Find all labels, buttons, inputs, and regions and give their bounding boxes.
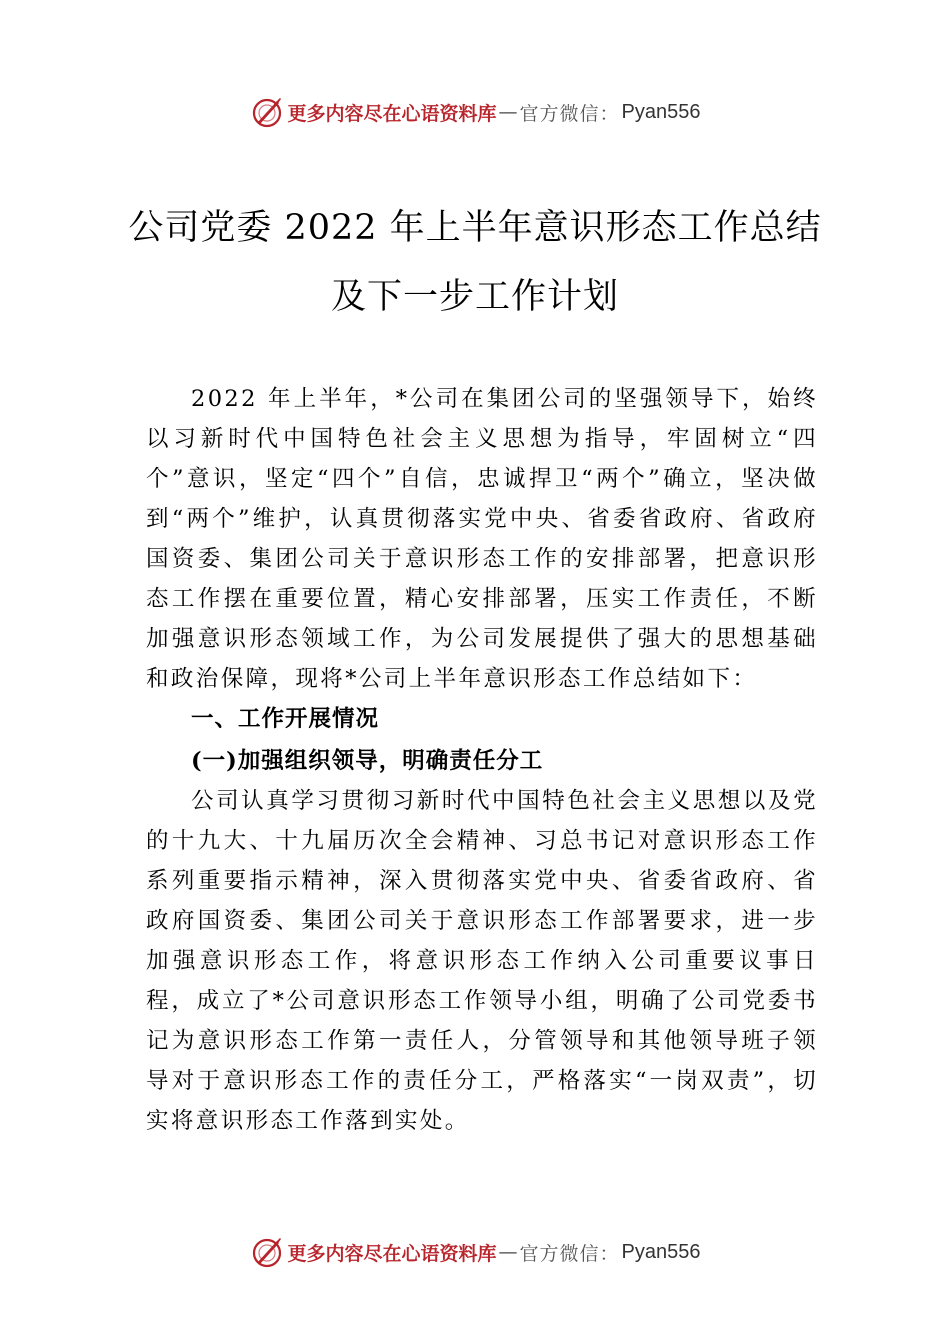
- separator-dash: —: [498, 101, 518, 123]
- document-body: [146, 379, 818, 1141]
- subsection-paragraph: 公司认真学习贯彻习新时代中国特色社会主义思想以及党的十九大、十九届历次全会精神、习总书记对意识形态工作系列重要指示精神，深入贯彻落实党中央、省委省政府、省政府国资委、集团公司关于意识形态工作部署要求，进一步加强意识形态工作，将意识形态工作纳入公司重要议事日程，成立了*公司意识形态工作领导小组，明确了公司党委书记为意识形态工作第一责任人，分管领导和其他领导班子领导对于意识形态工作的责任分工，严格落实“一岗双责”，切实将意识形态工作落到实处。: [146, 788, 818, 1134]
- header-watermark: [0, 92, 950, 132]
- quill-pen-logo-icon: [250, 1235, 284, 1269]
- intro-paragraph: 2022 年上半年，*公司在集团公司的坚强领导下，始终以习新时代中国特色社会主义思想为指导，牢固树立“四个”意识，坚定“四个”自信，忠诚捍卫“两个”确立，坚决做到“两个”维护，认真贯彻落实党中央、省委省政府、省政府国资委、集团公司关于意识形态工作的安排部署，把意识形态工作摆在重要位置，精心安排部署，压实工作责任，不断加强意识形态领域工作，为公司发展提供了强大的思想基础和政治保障，现将*公司上半年意识形态工作总结如下：: [146, 386, 818, 692]
- document-title-line-2: 及下一步工作计划: [330, 277, 619, 317]
- document-title-line-1: 公司党委 2022 年上半年意识形态工作总结: [128, 208, 822, 248]
- contact-label: 官方微信：: [519, 1242, 620, 1265]
- contact-label: 官方微信：: [519, 102, 620, 125]
- separator-dash: —: [498, 1241, 518, 1263]
- wechat-id: Pyan556: [621, 1240, 701, 1263]
- brand-text: 更多内容尽在心语资料库: [287, 102, 497, 125]
- footer-watermark: [0, 1232, 950, 1272]
- wechat-id: Pyan556: [621, 100, 701, 123]
- quill-pen-logo-icon: [250, 95, 284, 129]
- subsection-heading: (一)加强组织领导，明确责任分工: [191, 748, 544, 774]
- brand-text: 更多内容尽在心语资料库: [287, 1242, 497, 1265]
- section-heading: 一、工作开展情况: [191, 706, 380, 732]
